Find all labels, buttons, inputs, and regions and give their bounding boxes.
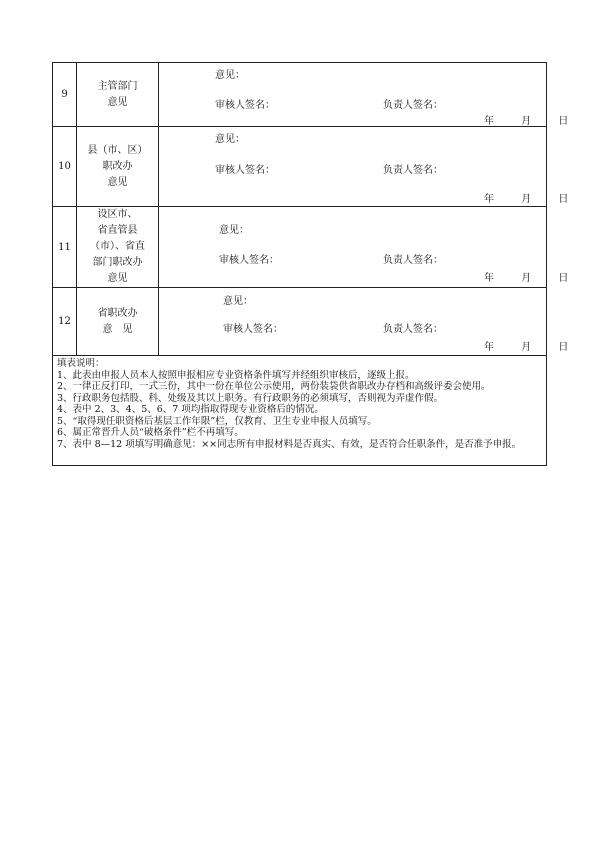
table-row	[53, 288, 547, 356]
date-month: 月	[521, 116, 532, 127]
table-row	[53, 207, 547, 288]
date-day: 日	[558, 342, 569, 353]
reviewer-signature-label: 审核人签名：	[223, 324, 283, 335]
date-line	[484, 112, 568, 127]
approval-table	[52, 62, 569, 466]
date-line	[484, 269, 568, 284]
opinion-label: 意见：	[215, 70, 245, 81]
department-cell	[77, 288, 159, 356]
date-month: 月	[521, 273, 532, 284]
note-item: 4、表中 2、3、4、5、6、7 项均指取得现专业资格后的情况。	[57, 404, 324, 415]
department-cell	[77, 63, 159, 127]
department-line: 部门职改办	[92, 257, 143, 268]
department-line: （市）、省直	[90, 241, 145, 252]
note-item: 5、“取得现任职资格后基层工作年限”栏，仅教育、卫生专业申报人员填写。	[57, 415, 377, 427]
date-line	[484, 190, 568, 205]
date-day: 日	[558, 194, 569, 205]
date-year: 年	[484, 273, 494, 284]
note-item: 3、行政职务包括股、科、处级及其以上职务。有行政职务的必须填写，否则视为弄虚作假。	[57, 392, 444, 404]
date-year: 年	[484, 342, 494, 353]
row-number: 12	[53, 288, 77, 356]
notes-row	[53, 356, 547, 466]
row-number: 9	[53, 63, 77, 127]
opinion-cell[interactable]	[159, 63, 569, 127]
department-line: 省直管县	[97, 225, 138, 236]
note-item: 6、属正常晋升人员“破格条件”栏不再填写。	[57, 427, 244, 438]
department-line: 意见	[107, 176, 128, 188]
notes-title: 填表说明：	[57, 358, 105, 369]
date-line	[484, 338, 568, 353]
table-row	[53, 127, 547, 207]
reviewer-signature-label: 审核人签名：	[215, 100, 275, 111]
department-line: 意见	[107, 96, 128, 108]
date-year: 年	[484, 194, 494, 205]
reviewer-signature-label: 审核人签名：	[219, 255, 279, 266]
department-line: 意见	[107, 273, 128, 284]
department-line: 职改办	[102, 160, 133, 172]
department-cell	[77, 207, 159, 288]
responsible-signature-label: 负责人签名：	[383, 324, 443, 335]
opinion-cell[interactable]	[159, 127, 569, 207]
date-month: 月	[521, 342, 532, 353]
date-year: 年	[484, 116, 494, 127]
note-item: 1、此表由申报人员本人按照申报相应专业资格条件填写并经组织审核后，逐级上报。	[57, 369, 415, 381]
date-month: 月	[521, 194, 532, 205]
note-item: 7、表中 8—12 项填写明确意见：××同志所有申报材料是否真实、有效，是否符合任职条件，是否准予申报。	[57, 438, 522, 450]
notes-cell	[53, 356, 547, 466]
department-line: 设区市、	[97, 209, 138, 220]
department-line: 县（市、区）	[87, 144, 148, 156]
opinion-label: 意见：	[215, 134, 245, 145]
responsible-signature-label: 负责人签名：	[383, 255, 443, 266]
opinion-label: 意见：	[219, 225, 249, 236]
opinion-cell[interactable]	[159, 207, 569, 288]
table-row	[53, 63, 547, 127]
row-number: 10	[53, 127, 77, 207]
department-line: 主管部门	[97, 80, 138, 92]
note-item: 2、一律正反打印，一式三份，其中一份在单位公示使用，两份装袋供省职改办存档和高级评委会使用。	[57, 381, 491, 392]
department-line: 意 见	[102, 323, 133, 335]
opinion-label: 意见：	[223, 296, 253, 307]
responsible-signature-label: 负责人签名：	[383, 165, 443, 176]
department-cell	[77, 127, 159, 207]
opinion-cell[interactable]	[159, 288, 569, 356]
date-day: 日	[558, 116, 569, 127]
department-line: 省职改办	[97, 307, 138, 319]
reviewer-signature-label: 审核人签名：	[215, 165, 275, 176]
row-number: 11	[53, 207, 77, 288]
date-day: 日	[558, 273, 569, 284]
responsible-signature-label: 负责人签名：	[383, 100, 443, 111]
